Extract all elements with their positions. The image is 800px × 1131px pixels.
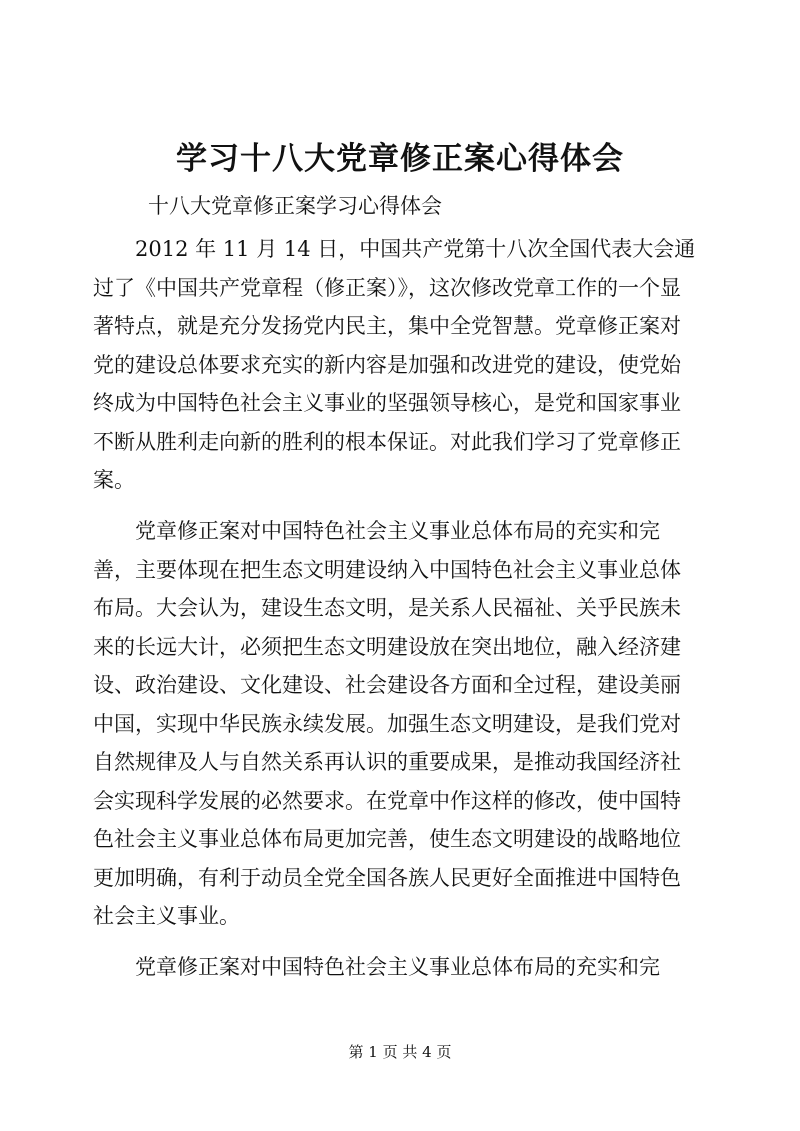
page-indicator: 第 1 页 共 4 页 — [348, 1043, 452, 1061]
paragraph-2 — [93, 512, 713, 936]
paragraph-1 — [93, 230, 713, 500]
paragraph-line: 案。 — [93, 468, 135, 492]
paragraph-line: 会实现科学发展的必然要求。在党章中作这样的修改，使中国特 — [93, 788, 681, 813]
paragraph-line: 党章修正案对中国特色社会主义事业总体布局的充实和完 — [93, 955, 660, 979]
paragraph-line: 来的长远大计，必须把生态文明建设放在突出地位，融入经济建 — [93, 634, 681, 659]
document-subtitle: 十八大党章修正案学习心得体会 — [148, 194, 442, 218]
paragraph-line: 2012 年 11 月 14 日，中国共产党第十八次全国代表大会通 — [93, 237, 696, 261]
paragraph-line: 善，主要体现在把生态文明建设纳入中国特色社会主义事业总体 — [93, 557, 681, 582]
paragraph-line: 不断从胜利走向新的胜利的根本保证。对此我们学习了党章修正 — [93, 429, 681, 454]
paragraph-line: 过了《中国共产党章程（修正案）》，这次修改党章工作的一个显 — [93, 275, 681, 300]
paragraph-3 — [93, 948, 713, 987]
paragraph-line: 社会主义事业。 — [93, 904, 240, 928]
paragraph-line: 更加明确，有利于动员全党全国各族人民更好全面推进中国特色 — [93, 865, 681, 890]
paragraph-line: 著特点，就是充分发扬党内民主，集中全党智慧。党章修正案对 — [93, 314, 681, 338]
paragraph-line: 终成为中国特色社会主义事业的坚强领导核心，是党和国家事业 — [93, 391, 681, 415]
paragraph-line: 布局。大会认为，建设生态文明，是关系人民福祉、关乎民族未 — [93, 596, 681, 620]
paragraph-line: 党的建设总体要求充实的新内容是加强和改进党的建设，使党始 — [93, 352, 681, 377]
paragraph-line: 设、政治建设、文化建设、社会建设各方面和全过程，建设美丽 — [93, 673, 681, 697]
paragraph-line: 党章修正案对中国特色社会主义事业总体布局的充实和完 — [93, 519, 660, 543]
paragraph-line: 中国，实现中华民族永续发展。加强生态文明建设，是我们党对 — [93, 711, 681, 736]
paragraph-line: 自然规律及人与自然关系再认识的重要成果，是推动我国经济社 — [93, 750, 681, 774]
document-title: 学习十八大党章修正案心得体会 — [176, 141, 624, 177]
paragraph-line: 色社会主义事业总体布局更加完善，使生态文明建设的战略地位 — [93, 827, 681, 851]
